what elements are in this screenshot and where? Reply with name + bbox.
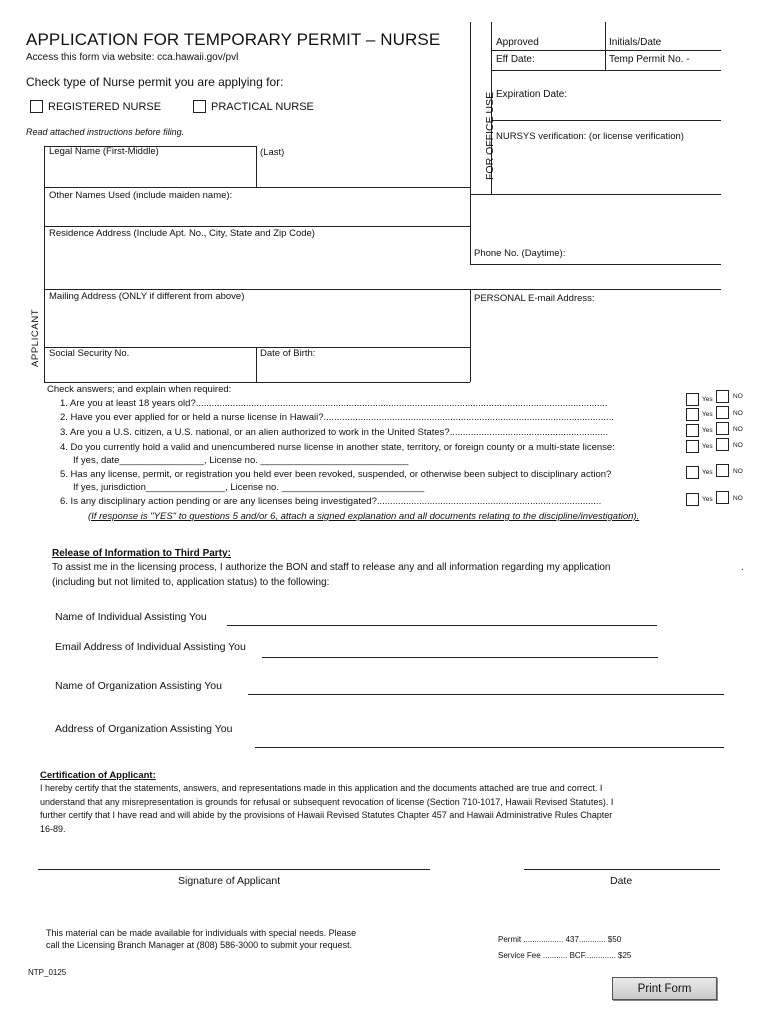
date-label: Date — [610, 875, 633, 887]
question-3: 3. Are you a U.S. citizen, a U.S. national, or an alien authorized to work in the United States?............................................................ — [60, 427, 609, 438]
question-5: 5. Has any license, permit, or registration you held ever been revoked, suspended, or otherwise been subject to disciplinary action? — [60, 469, 612, 480]
print-form-button[interactable]: Print Form — [612, 977, 717, 1000]
question-6: 6. Is any disciplinary action pending or are any licenses being investigated?..................................................................................... — [60, 496, 602, 507]
other-names-bottom-line — [44, 226, 470, 227]
q6-yes-label: Yes — [702, 496, 713, 503]
q4-yes-checkbox[interactable] — [686, 440, 699, 453]
certification-line-2: understand that any misrepresentation is grounds for refusal or subsequent revocation of license (Section 710-1017, Hawaii Revised Statutes). I — [40, 797, 614, 807]
q1-yes-label: Yes — [702, 396, 713, 403]
q4-no-checkbox[interactable] — [716, 438, 729, 451]
email-individual-label: Email Address of Individual Assisting You — [55, 641, 246, 653]
expiration-date-label: Expiration Date: — [496, 89, 568, 100]
phone-label: Phone No. (Daytime): — [474, 248, 566, 259]
date-line — [524, 869, 720, 870]
certification-line-4: 16-89. — [40, 824, 66, 834]
office-bottom-line — [470, 194, 721, 195]
q6-no-label: NO — [733, 495, 743, 502]
release-text-line-2: (including but not limited to, application status) to the following: — [52, 577, 330, 588]
release-trailing-dot: . — [741, 562, 744, 573]
release-text-line-1: To assist me in the licensing process, I authorize the BON and staff to release any and all information regarding my application — [52, 562, 611, 573]
residence-bottom-line — [44, 289, 721, 290]
registered-nurse-label: REGISTERED NURSE — [48, 100, 162, 113]
nursys-label: NURSYS verification: (or license verification) — [496, 131, 684, 142]
approved-label: Approved — [496, 37, 539, 48]
q1-yes-checkbox[interactable] — [686, 393, 699, 406]
office-row-line-1 — [491, 50, 721, 51]
practical-nurse-option[interactable] — [193, 100, 314, 113]
form-code: NTP_0125 — [28, 968, 67, 977]
name-org-line — [248, 694, 724, 695]
special-needs-line-2: call the Licensing Branch Manager at (808) 586-3000 to submit your request. — [46, 940, 353, 950]
address-org-label: Address of Organization Assisting You — [55, 723, 233, 735]
question-4-followup: If yes, date________________, License no. ____________________________ — [73, 455, 409, 466]
service-fee: Service Fee ........... BCF.............. $25 — [498, 951, 632, 960]
practical-nurse-checkbox[interactable] — [193, 100, 206, 113]
name-individual-label: Name of Individual Assisting You — [55, 611, 207, 623]
legal-name-field[interactable] — [45, 158, 255, 186]
question-4: 4. Do you currently hold a valid and unencumbered nurse license in another state, territory, or foreign county or a multi-state license: — [60, 442, 615, 453]
email-individual-line — [262, 657, 658, 658]
registered-nurse-checkbox[interactable] — [30, 100, 43, 113]
q2-no-label: NO — [733, 410, 743, 417]
last-name-field[interactable] — [257, 158, 469, 186]
dob-right-border — [470, 347, 471, 382]
mailing-address-label: Mailing Address (ONLY if different from above) — [49, 291, 245, 302]
address-org-field[interactable] — [255, 728, 724, 747]
q3-yes-checkbox[interactable] — [686, 424, 699, 437]
q5-no-label: NO — [733, 468, 743, 475]
signature-line — [38, 869, 430, 870]
q4-no-label: NO — [733, 442, 743, 449]
q2-yes-label: Yes — [702, 411, 713, 418]
permit-fee: Permit .................. 437............ $50 — [498, 935, 622, 944]
office-divider-mid — [605, 22, 606, 70]
q4-yes-label: Yes — [702, 443, 713, 450]
q5-yes-checkbox[interactable] — [686, 466, 699, 479]
mailing-address-field[interactable] — [45, 303, 469, 346]
signature-label: Signature of Applicant — [178, 875, 281, 887]
question-1: 1. Are you at least 18 years old?............................................................................................................................................................ — [60, 398, 608, 409]
ssn-field[interactable] — [45, 360, 255, 381]
address-org-line — [255, 747, 724, 748]
temp-permit-no-label: Temp Permit No. - — [609, 54, 690, 65]
last-name-label: (Last) — [260, 147, 285, 158]
ssn-label: Social Security No. — [49, 348, 130, 359]
initials-date-label: Initials/Date — [609, 37, 662, 48]
office-use-vertical-label: FOR OFFICE USE — [484, 91, 496, 180]
certification-line-3: further certify that I have read and will abide by the provisions of Hawaii Revised Statutes Chapter 457 and Hawaii Administrative Rules Chapter — [40, 810, 613, 820]
applicant-vertical-label: APPLICANT — [30, 308, 41, 367]
q1-no-label: NO — [733, 393, 743, 400]
residence-address-field[interactable] — [45, 240, 469, 288]
email-individual-field[interactable] — [262, 640, 658, 657]
question-5-followup: If yes, jurisdiction_______________, License no. ___________________________ — [73, 482, 425, 493]
office-row-line-2 — [491, 70, 721, 71]
website-note: Access this form via website: cca.hawaii.gov/pvl — [26, 52, 239, 63]
q3-no-label: NO — [733, 426, 743, 433]
eff-date-label: Eff Date: — [496, 54, 535, 65]
dob-field[interactable] — [257, 360, 469, 381]
special-needs-line-1: This material can be made available for individuals with special needs. Please — [46, 928, 357, 938]
check-type-label: Check type of Nurse permit you are applying for: — [26, 75, 284, 89]
dob-label: Date of Birth: — [260, 348, 316, 359]
name-individual-field[interactable] — [227, 608, 657, 625]
email-label: PERSONAL E-mail Address: — [474, 293, 595, 304]
q3-yes-label: Yes — [702, 427, 713, 434]
q5-no-checkbox[interactable] — [716, 464, 729, 477]
q3-no-checkbox[interactable] — [716, 422, 729, 435]
read-instructions-note: Read attached instructions before filing. — [26, 127, 185, 137]
phone-field[interactable] — [471, 259, 720, 287]
date-field[interactable] — [524, 850, 720, 869]
other-names-field[interactable] — [45, 201, 469, 225]
question-2: 2. Have you ever applied for or held a nurse license in Hawaii?.............................................................................................................. — [60, 412, 614, 423]
q5-yes-label: Yes — [702, 469, 713, 476]
q6-yes-checkbox[interactable] — [686, 493, 699, 506]
q2-yes-checkbox[interactable] — [686, 408, 699, 421]
form-title: APPLICATION FOR TEMPORARY PERMIT – NURSE — [26, 30, 441, 49]
other-names-label: Other Names Used (include maiden name): — [49, 190, 233, 201]
certification-line-1: I hereby certify that the statements, answers, and representations made in this application and the documents attached are true and correct. I — [40, 783, 603, 793]
q2-no-checkbox[interactable] — [716, 406, 729, 419]
practical-nurse-label: PRACTICAL NURSE — [211, 100, 314, 113]
registered-nurse-option[interactable] — [30, 100, 161, 113]
office-row-line-3 — [491, 120, 721, 121]
ssn-bottom-line — [44, 382, 470, 383]
office-divider-left — [470, 22, 471, 264]
certification-heading: Certification of Applicant: — [40, 770, 156, 781]
name-org-label: Name of Organization Assisting You — [55, 680, 222, 692]
email-field[interactable] — [471, 304, 720, 346]
name-org-field[interactable] — [248, 677, 724, 694]
questions-intro: Check answers; and explain when required: — [47, 384, 232, 395]
residence-address-label: Residence Address (Include Apt. No., City, State and Zip Code) — [49, 228, 315, 239]
legal-name-bottom-line — [44, 187, 470, 188]
q1-no-checkbox[interactable] — [716, 390, 729, 403]
signature-field[interactable] — [38, 850, 430, 869]
questions-note: (If response is "YES" to questions 5 and/or 6, attach a signed explanation and all documents relating to the discipline/investigation). — [88, 511, 640, 522]
release-heading: Release of Information to Third Party: — [52, 548, 231, 559]
q6-no-checkbox[interactable] — [716, 491, 729, 504]
legal-name-label: Legal Name (First-Middle) — [49, 146, 159, 157]
name-individual-line — [227, 625, 657, 626]
